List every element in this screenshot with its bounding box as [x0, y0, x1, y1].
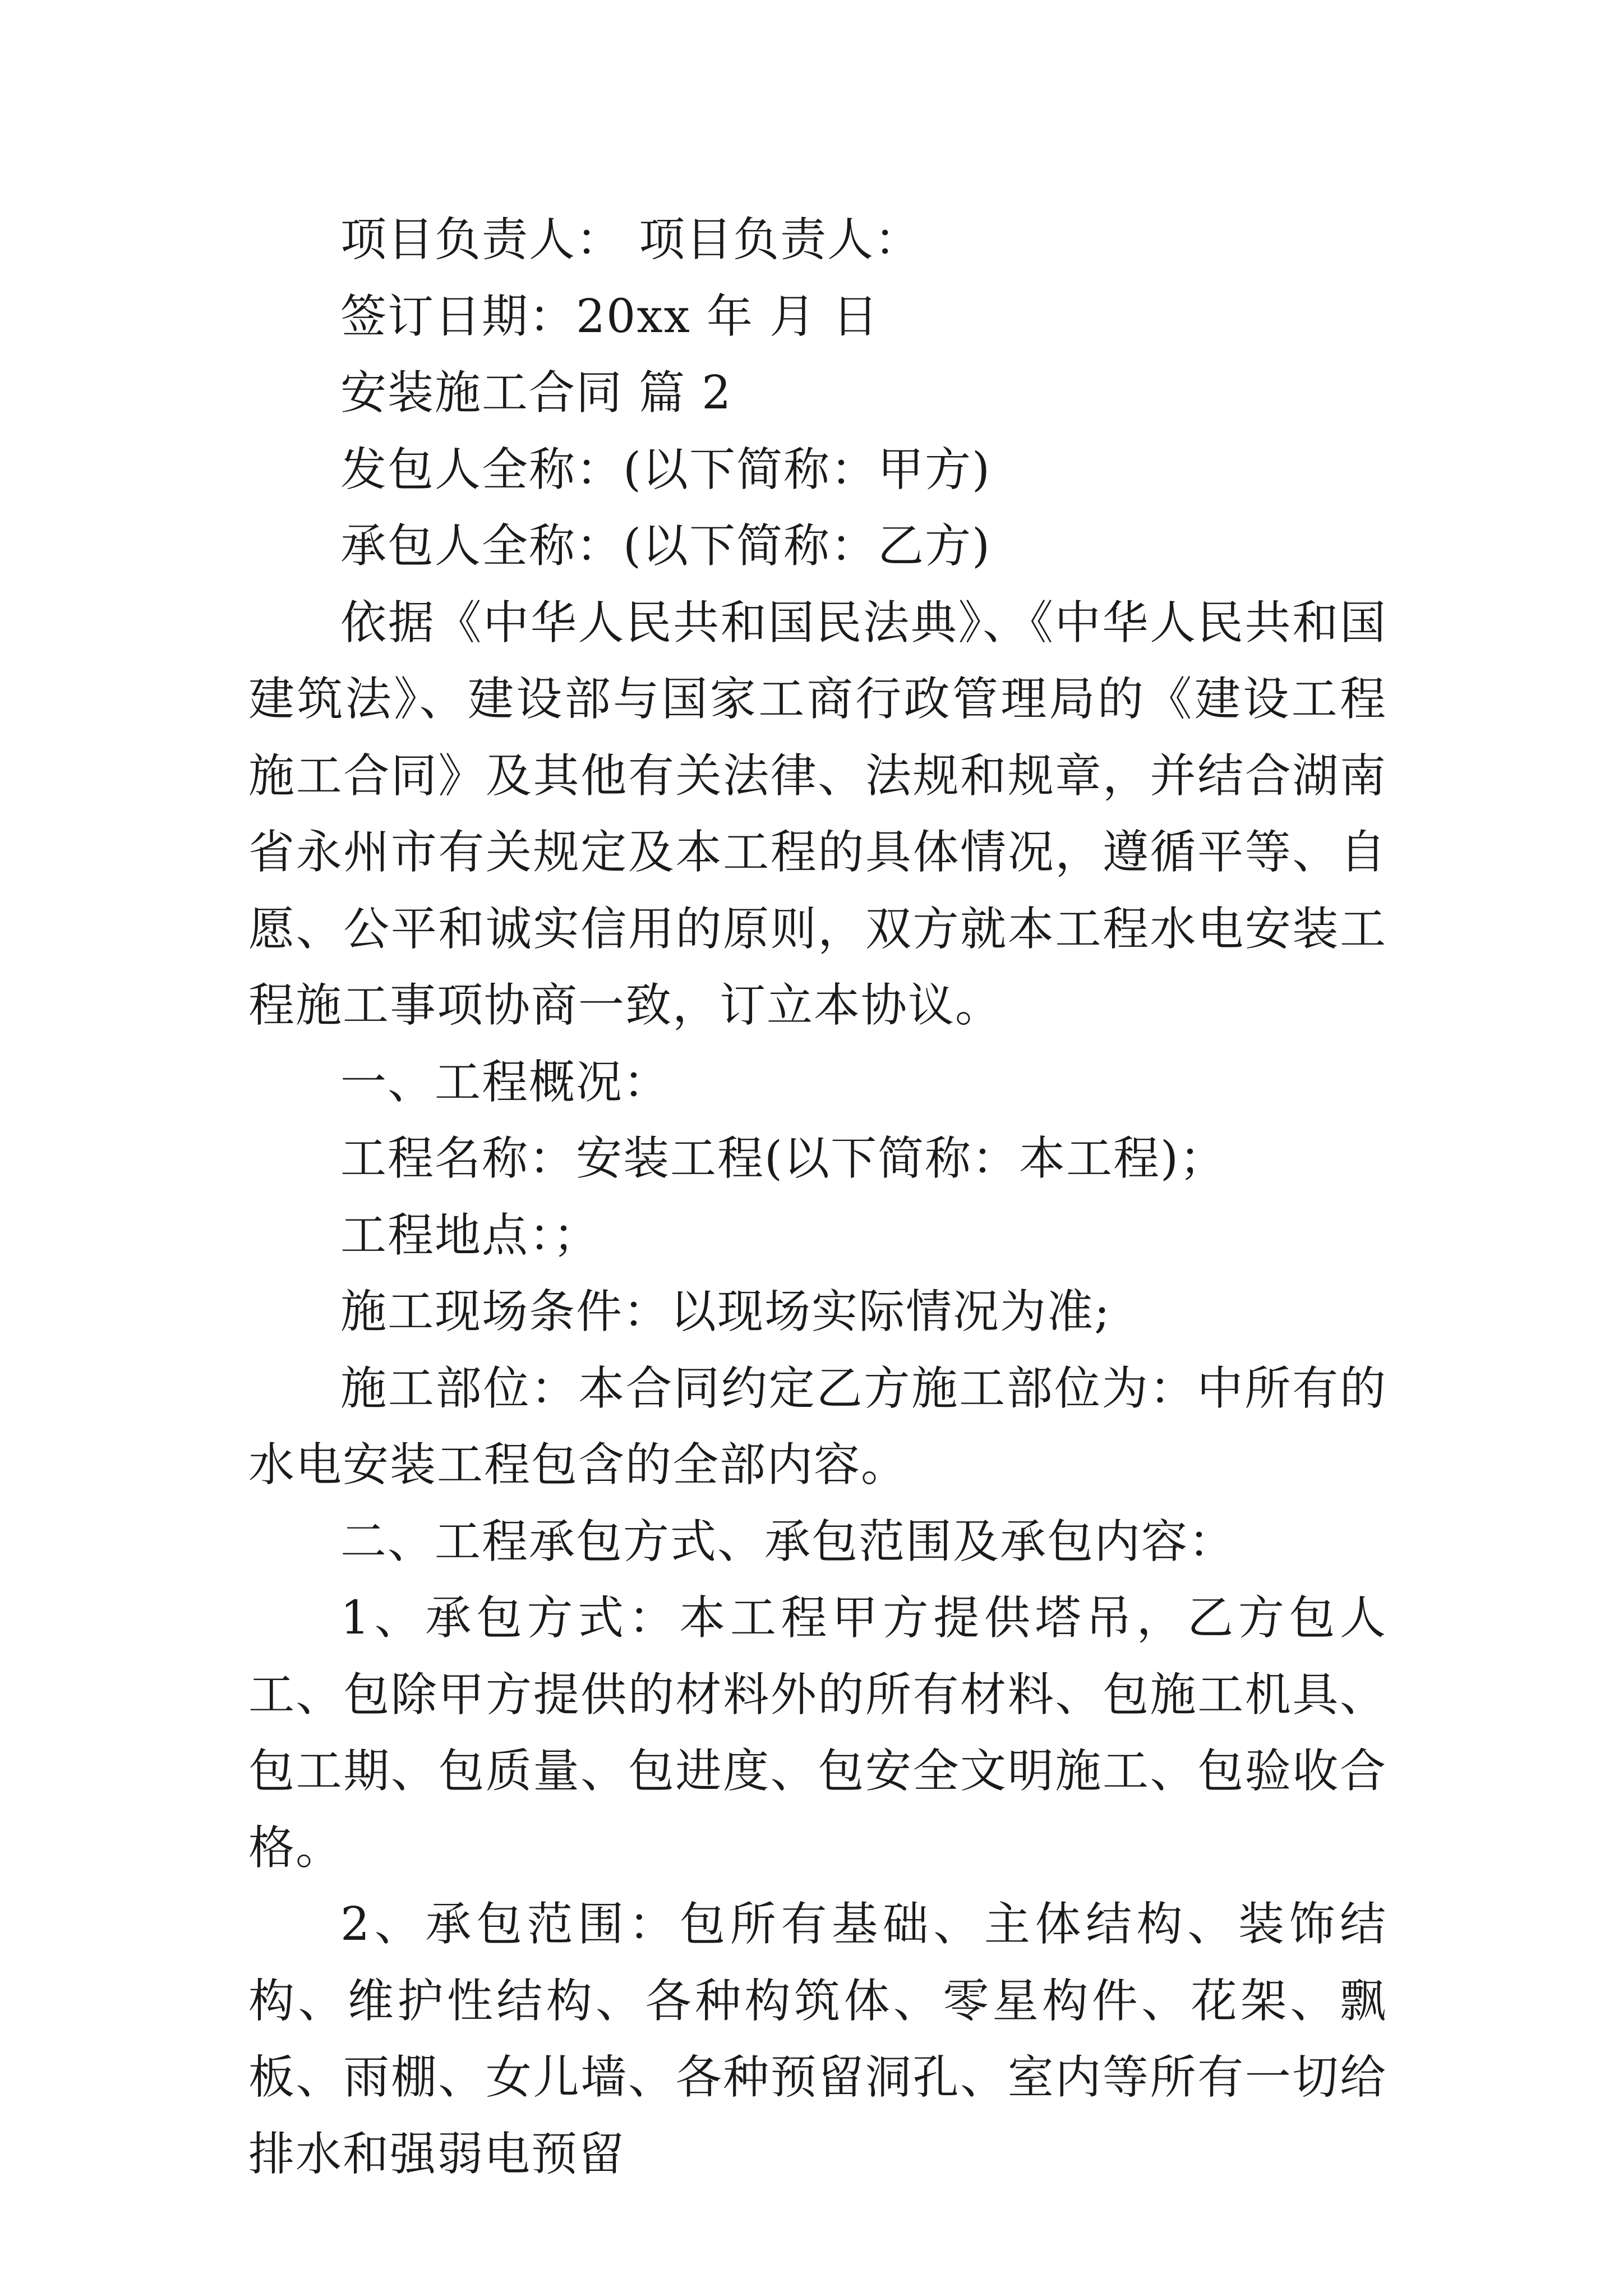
- project-location-line: 工程地点：；: [340, 1208, 601, 1262]
- contractor-name-line: 承包人全称：(以下简称：乙方): [340, 519, 991, 573]
- signing-date-line: 签订日期：20xx 年 月 日: [340, 289, 880, 343]
- project-leader-line: 项目负责人： 项目负责人：: [340, 213, 922, 266]
- legal-basis-paragraph: 依据《中华人民共和国民法典》、《中华人民共和国建筑法》、建设部与国家工商行政管理局的《建设工程施工合同》及其他有关法律、法规和规章，并结合湖南省永州市有关规定及本工程的具体情况，遵循平等、自愿、公平和诚实信用的原则，双方就本工程水电安装工程施工事项协商一致，订立本协议。: [248, 596, 1387, 1032]
- contract-method-paragraph: 1、承包方式：本工程甲方提供塔吊，乙方包人工、包除甲方提供的材料外的所有材料、包施工机具、包工期、包质量、包进度、包安全文明施工、包验收合格。: [248, 1591, 1387, 1875]
- contract-range-paragraph: 2、承包范围：包所有基础、主体结构、装饰结构、维护性结构、各种构筑体、零星构件、花架、飘板、雨棚、女儿墙、各种预留洞孔、室内等所有一切给排水和强弱电预留: [248, 1898, 1387, 2181]
- section-1-heading: 一、工程概况：: [340, 1055, 671, 1109]
- project-name-line: 工程名称：安装工程(以下简称：本工程)；: [340, 1132, 1227, 1185]
- document-body: [248, 202, 1387, 2193]
- section-2-heading: 二、工程承包方式、承包范围及承包内容：: [340, 1515, 1236, 1568]
- site-conditions-line: 施工现场条件：以现场实际情况为准;: [340, 1285, 1111, 1338]
- employer-name-line: 发包人全称：(以下简称：甲方): [340, 443, 991, 496]
- construction-scope-paragraph: 施工部位：本合同约定乙方施工部位为：中所有的水电安装工程包含的全部内容。: [248, 1361, 1387, 1492]
- contract-title: 安装施工合同 篇 2: [340, 366, 732, 420]
